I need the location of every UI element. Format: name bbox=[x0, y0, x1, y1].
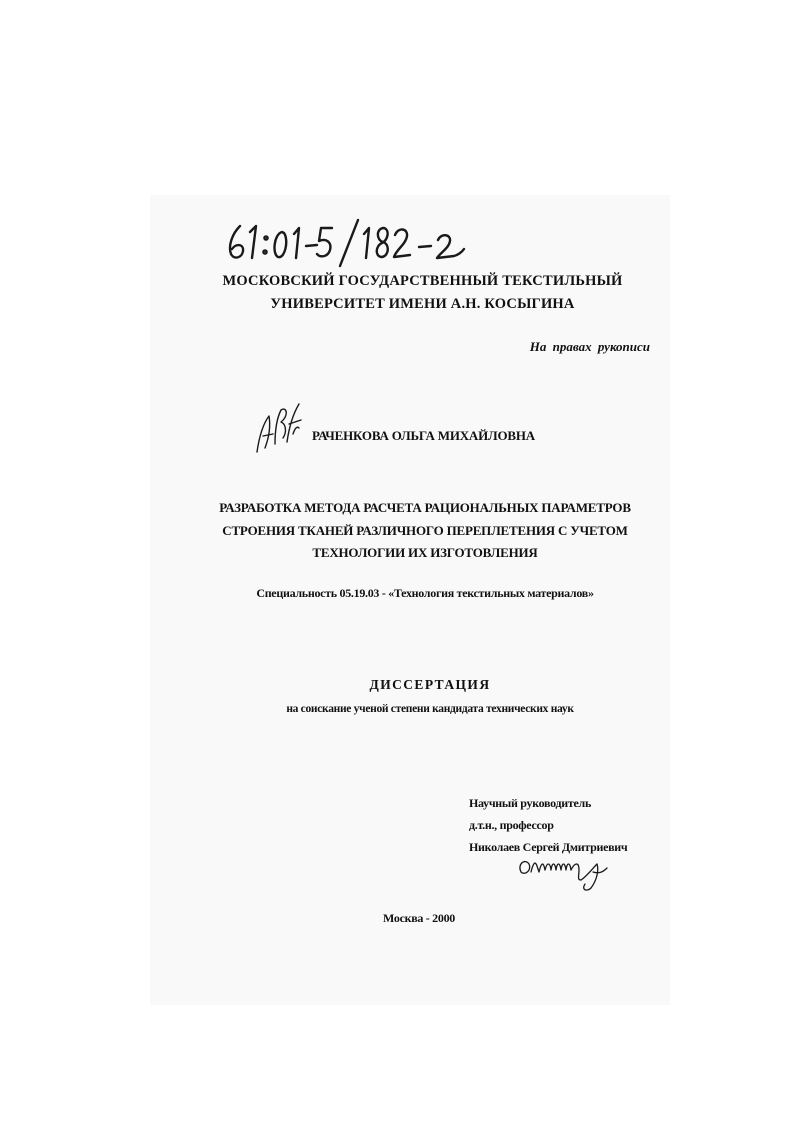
manuscript-rights-note: На правах рукописи bbox=[529, 339, 650, 354]
dissertation-title bbox=[180, 497, 670, 565]
university-name bbox=[150, 270, 695, 316]
advisor-signature bbox=[515, 850, 615, 894]
advisor-role: Научный руководитель bbox=[469, 796, 591, 810]
handwritten-initials bbox=[253, 398, 303, 456]
title-line-2: СТРОЕНИЯ ТКАНЕЙ РАЗЛИЧНОГО ПЕРЕПЛЕТЕНИЯ С УЧЕТОМ bbox=[222, 522, 628, 538]
author-name: РАЧЕНКОВА ОЛЬГА МИХАЙЛОВНА bbox=[312, 428, 535, 443]
document-type: ДИССЕРТАЦИЯ bbox=[369, 677, 491, 692]
title-line-1: РАЗРАБОТКА МЕТОДА РАСЧЕТА РАЦИОНАЛЬНЫХ ПАРАМЕТРОВ bbox=[219, 500, 631, 515]
advisor-rank: д.т.н., профессор bbox=[469, 818, 554, 832]
handwritten-archive-code bbox=[222, 216, 482, 268]
speciality-line: Специальность 05.19.03 - «Технология текстильных материалов» bbox=[256, 586, 594, 600]
city-and-year: Москва - 2000 bbox=[383, 911, 455, 925]
degree-line: на соискание ученой степени кандидата технических наук bbox=[286, 703, 574, 715]
title-line-3: ТЕХНОЛОГИИ ИХ ИЗГОТОВЛЕНИЯ bbox=[312, 545, 538, 560]
advisor-block bbox=[469, 792, 627, 858]
university-line-1: МОСКОВСКИЙ ГОСУДАРСТВЕННЫЙ ТЕКСТИЛЬНЫЙ bbox=[222, 273, 623, 289]
university-line-2: УНИВЕРСИТЕТ ИМЕНИ А.Н. КОСЫГИНА bbox=[270, 296, 575, 312]
advisor-name: Николаев Сергей Дмитриевич bbox=[469, 840, 628, 854]
